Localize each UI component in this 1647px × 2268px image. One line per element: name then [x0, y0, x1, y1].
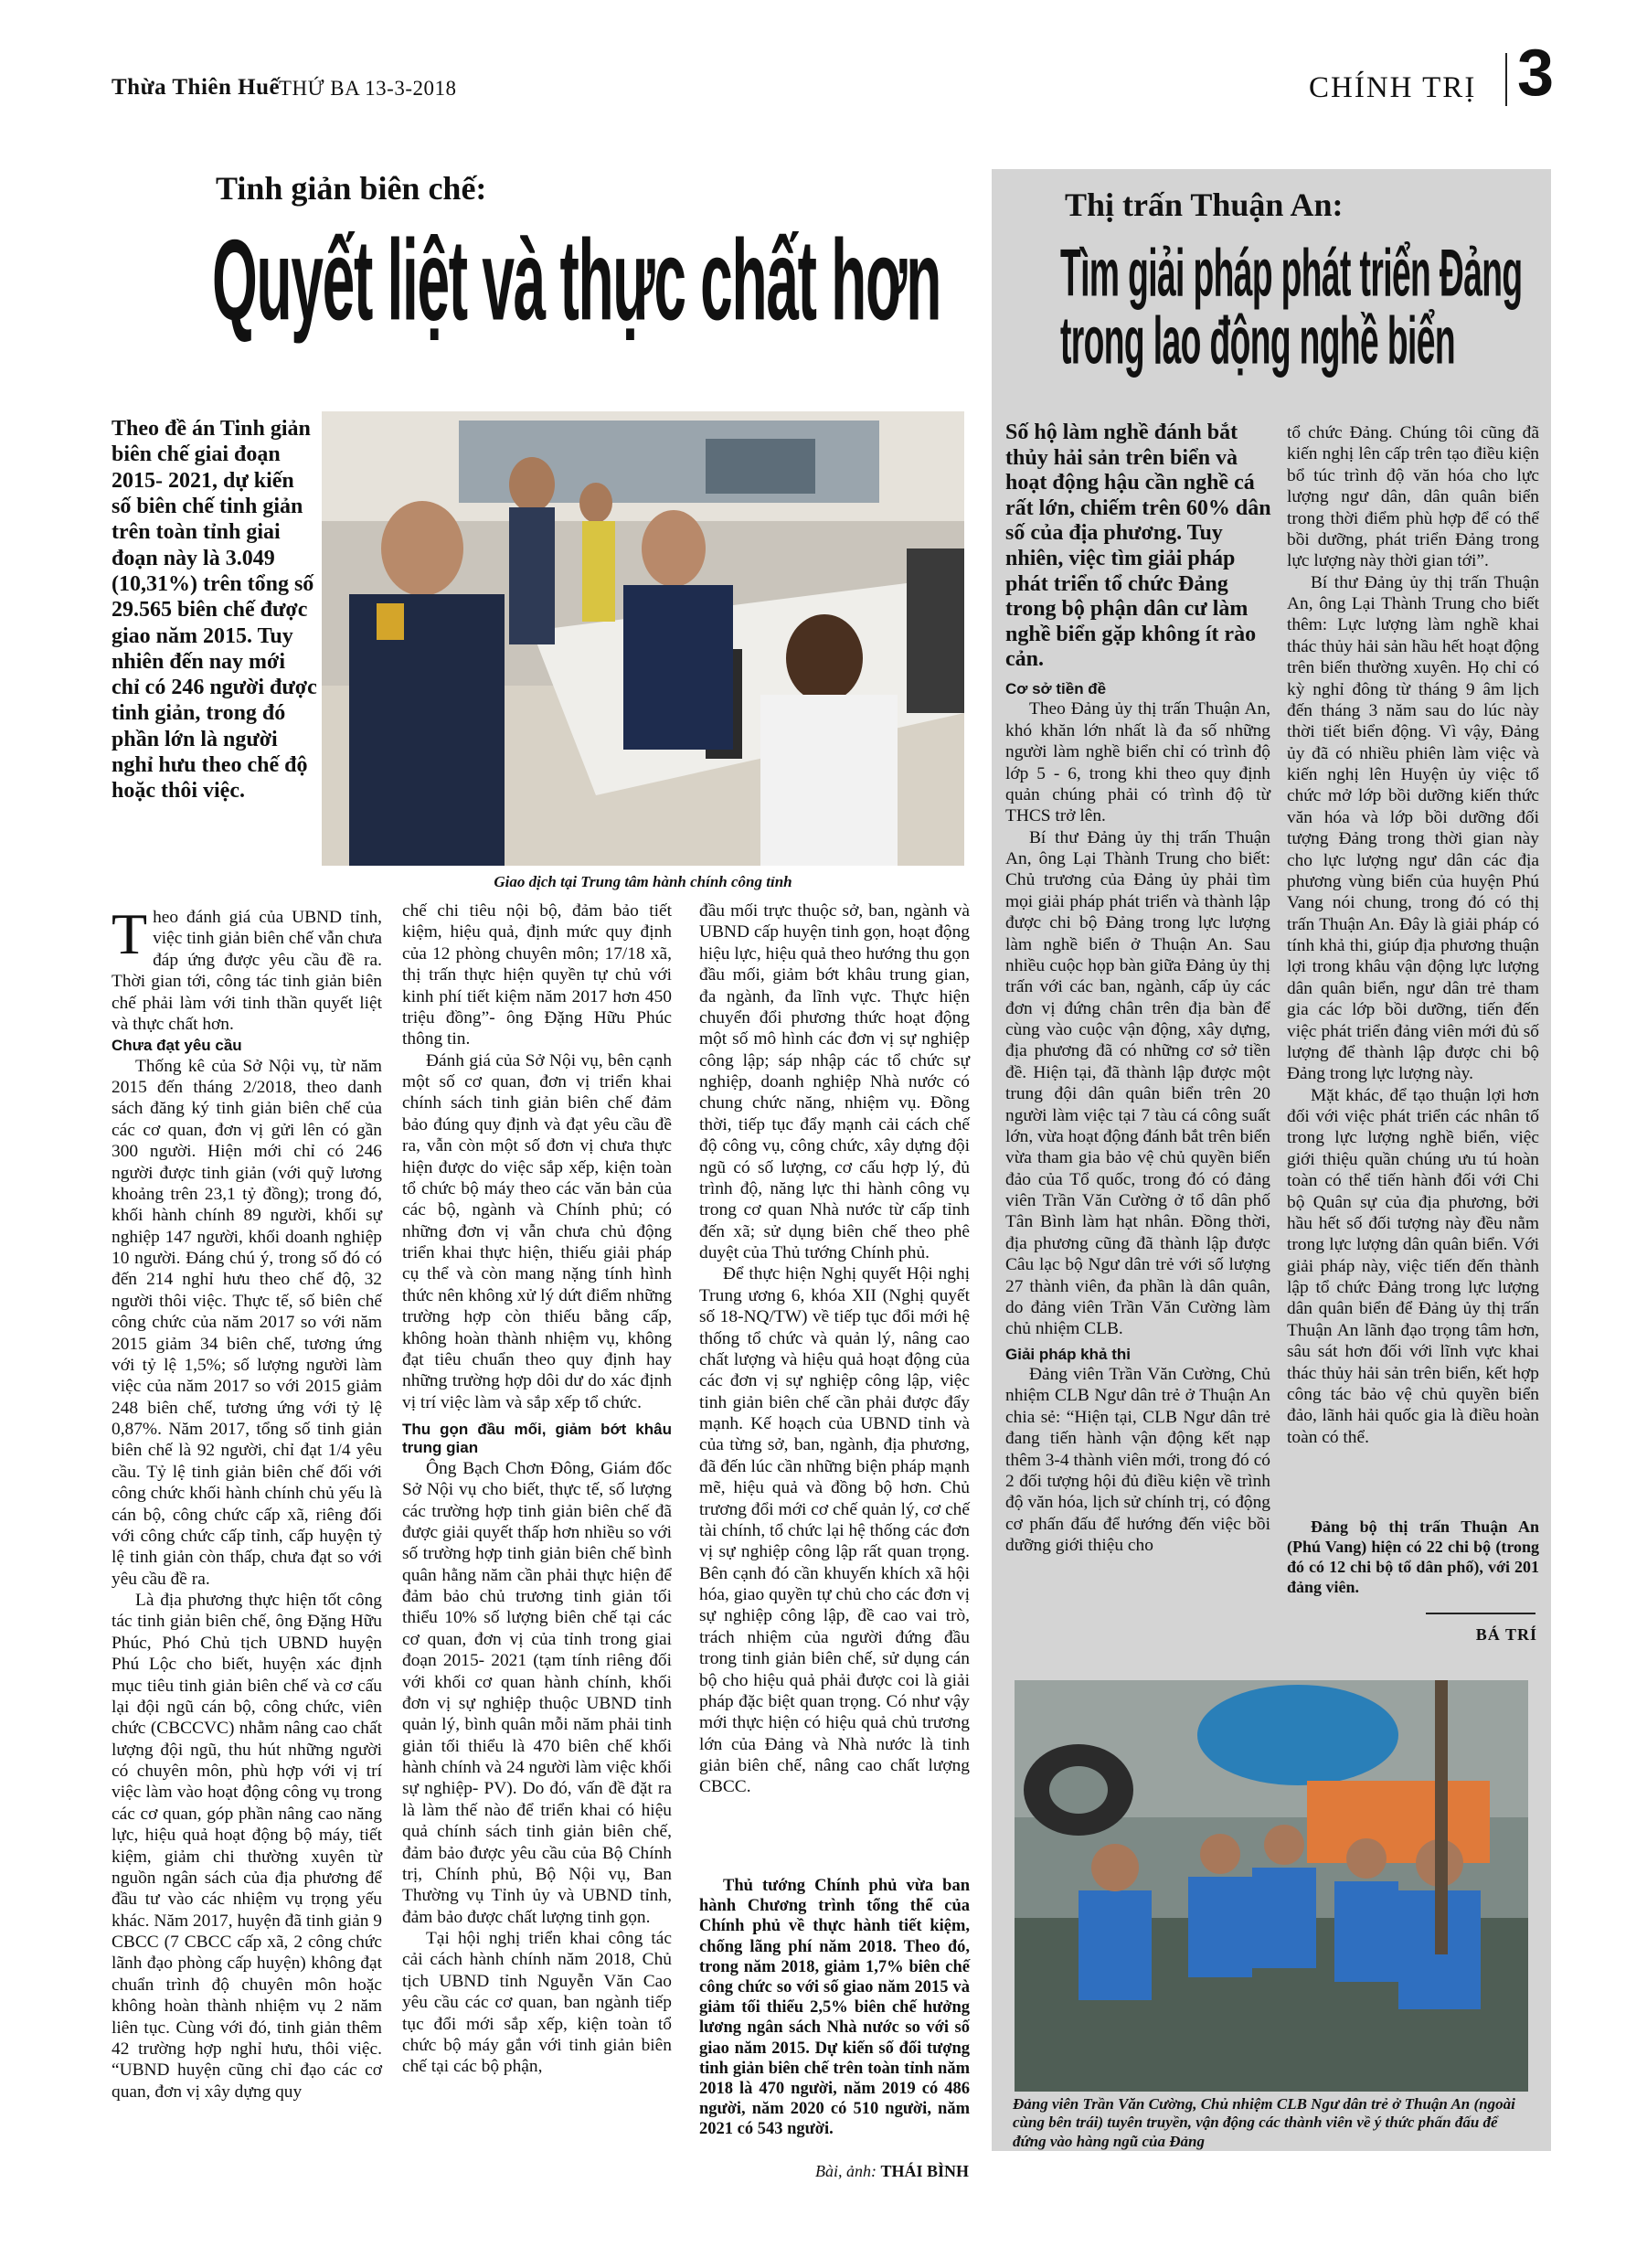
drop-cap: T [112, 901, 148, 966]
right-paragraph: Mặt khác, để tạo thuận lợi hơn đối với việc phát triển các nhân tố trong lực lượng nghề biển, việc giới thiệu quần chúng ưu tú hoàn toàn có thể tiến hành đối với Chi bộ Quân sự của địa phương, bởi hầu hết số đối tượng này đều nằm trong lực lượng dân quân biển. Với giải pháp này, việc tiến đến thành lập tổ chức Đảng trong lực lượng dân quân biển để Đảng ủy thị trấn Thuận An lãnh đạo trọng tâm hơn, sâu sát hơn đối với lĩnh vực khai thác thủy hải sản trên biển, kết hợp công tác bảo vệ chủ quyền biển đảo, lãnh hải quốc gia là điều hoàn toàn có thể. [1287, 1085, 1539, 1447]
right-article-lead: Số hộ làm nghề đánh bắt thủy hải sản trên biển và hoạt động hậu cần nghề cá rất lớn, chiếm trên 60% dân số của địa phương. Tuy nhiên, việc tìm giải pháp phát triển tổ chức Đảng trong bộ phận dân cư làm nghề biển gặp không ít rào cản. [1005, 421, 1271, 672]
right-article-kicker: Thị trấn Thuận An: [1065, 186, 1344, 223]
right-note-rule [1426, 1613, 1535, 1614]
left-article-sidenote: Thủ tướng Chính phủ vừa ban hành Chương trình tổng thể của Chính phủ về thực hành tiết kiệm, chống lãng phí năm 2018. Theo đó, trong năm 2018, giảm 1,7% biên chế công chức so với số giao năm 2015 và giảm tối thiểu 2,5% biên chế hưởng lương ngân sách Nhà nước so với số giao năm 2015. Dự kiến số đối tượng tinh giản biên chế trên toàn tỉnh năm 2018 là 470 người, năm 2019 có 486 người, năm 2020 có 510 người, năm 2021 có 543 người. [699, 1877, 970, 2139]
left-article-column-2 [402, 900, 672, 2078]
byline-prefix: Bài, ảnh: [814, 2162, 877, 2180]
right-article-byline: BÁ TRÍ [1475, 1625, 1537, 1644]
fishermen-meeting-photo-illustration [1015, 1680, 1528, 2092]
right-paragraph: Bí thư Đảng ủy thị trấn Thuận An, ông Lại Thành Trung cho biết thêm: Lực lượng làm nghề khai thác thủy hải sản hầu hết hoạt động trên biển thường xuyên. Họ chỉ có kỳ nghỉ đông từ tháng 9 âm lịch đến tháng 3 năm sau do lúc này thời tiết biển động. Vì vậy, Đảng ủy đã có nhiều phiên làm việc và kiến nghị lên Huyện ủy việc tổ chức mở lớp bồi dưỡng kiến thức văn hóa và lớp bồi dưỡng đối tượng Đảng trong thời gian này cho lực lượng ngư dân các địa phương vùng biển của huyện Phú Vang nói chung, trong đó có thị trấn Thuận An. Đây là giải pháp có tính khả thi, giúp địa phương thuận lợi trong khâu vận động lực lượng dân quân biển, ngư dân trẻ tham gia các lớp bồi dưỡng, tiến đến việc phát triển đảng viên mới đủ số lượng để thành lập được chi bộ Đảng trong lực lượng này. [1287, 572, 1539, 1084]
left-paragraph: đầu mối trực thuộc sở, ban, ngành và UBND cấp huyện tinh gọn, hoạt động hiệu lực, hiệu quả theo hướng thu gọn đầu mối, giảm bớt khâu trung gian, đa ngành, đa lĩnh vực. Thực hiện chuyển đổi phương thức hoạt động một số mô hình các đơn vị sự nghiệp công lập; sáp nhập các tổ chức sự nghiệp, doanh nghiệp Nhà nước có chung chức năng, nhiệm vụ. Đồng thời, tiếp tục đẩy mạnh cải cách chế độ công vụ, công chức, xây dựng đội ngũ có số lượng, cơ cấu hợp lý, đủ trình độ, năng lực thi hành công vụ trong cơ quan Nhà nước từ cấp tỉnh đến xã; sử dụng biên chế theo phê duyệt của Thủ tướng Chính phủ. [699, 901, 970, 1262]
masthead-section: CHÍNH TRỊ [1309, 71, 1477, 104]
left-article-intro: heo đánh giá của UBND tỉnh, việc tinh giản biên chế vẫn chưa đáp ứng được yêu cầu đề ra. Thời gian tới, công tác tinh giản biên chế phải làm với tinh thần quyết liệt và thực chất hơn. [112, 908, 382, 1034]
right-paragraph: Bí thư Đảng ủy thị trấn Thuận An, ông Lại Thành Trung cho biết: Chủ trương của Đảng ủy phải tìm mọi giải pháp phát triển và thành lập được chi bộ Đảng trong lực lượng làm nghề biển ở Thuận An. Sau nhiều cuộc họp bàn giữa Đảng ủy thị trấn với các ban, ngành, cấp ủy các đơn vị đứng chân trên địa bàn để cùng vào cuộc vận động, xây dựng, địa phương đã có những cơ sở tiền đề. Hiện tại, đã thành lập được một trung đội dân quân biển trên 20 người làm việc tại 7 tàu cá công suất lớn, vừa hoạt động đánh bắt trên biển vừa tham gia bảo vệ chủ quyền biển đảo của Tổ quốc, trong đó có đảng viên Trần Văn Cường ở tổ dân phố Tân Bình làm hạt nhân. Đồng thời, địa phương cũng đã thành lập được Câu lạc bộ Ngư dân trẻ với số lượng 27 thành viên, đa phần là dân quân, do đảng viên Trần Văn Cường làm chủ nhiệm CLB. [1005, 827, 1271, 1339]
right-article-headline [1060, 236, 1523, 379]
right-subheading-1: Cơ sở tiền đề [1005, 680, 1107, 697]
right-photo-caption: Đảng viên Trần Văn Cường, Chủ nhiệm CLB Ngư dân trẻ ở Thuận An (ngoài cùng bên trái) tuyên truyền, vận động các thành viên về ý thức phấn đấu để đứng vào hàng ngũ của Đảng [1013, 2095, 1515, 2150]
left-article-column-3 [699, 900, 970, 1798]
left-subheading-2: Thu gọn đầu mối, giảm bớt khâu trung gian [402, 1421, 672, 1457]
right-article-sidenote: Đảng bộ thị trấn Thuận An (Phú Vang) hiện có 22 chi bộ (trong đó có 12 chi bộ tổ dân phố), với 201 đảng viên. [1287, 1517, 1539, 1596]
fishermen-meeting-photo [1015, 1680, 1528, 2092]
left-article-byline [786, 2162, 969, 2181]
left-paragraph: Đánh giá của Sở Nội vụ, bên cạnh một số cơ quan, đơn vị triển khai chính sách tinh giản biên chế đảm bảo đúng quy định và đạt yêu cầu đề ra, vẫn còn một số đơn vị chưa thực hiện được do việc sắp xếp, kiện toàn tổ chức bộ máy theo các văn bản của các bộ, ngành và Chính phủ; có những đơn vị vẫn chưa chủ động triển khai thực hiện, thiếu giải pháp cụ thể và còn mang nặng tính hình thức nên không xử lý dứt điểm những trường hợp còn thiếu bằng cấp, không hoàn thành nhiệm vụ, không đạt tiêu chuẩn theo quy định hay những trường hợp dôi dư do xác định vị trí việc làm và sắp xếp tổ chức. [402, 1050, 672, 1412]
masthead-date: THỨ BA 13-3-2018 [279, 77, 457, 100]
masthead-separator [1505, 53, 1507, 106]
right-headline-line-2: trong lao động nghề biển [1060, 304, 1455, 379]
right-paragraph: tổ chức Đảng. Chúng tôi cũng đã kiến nghị lên cấp trên tạo điều kiện bổ túc trình độ văn hóa cho lực lượng ngư dân, dân quân biển trong thời điểm phù hợp để có thể bồi dưỡng, phát triển Đảng trong lực lượng này thời gian tới”. [1287, 423, 1539, 571]
left-paragraph: Là địa phương thực hiện tốt công tác tinh giản biên chế, ông Đặng Hữu Phúc, Phó Chủ tịch UBND huyện Phú Lộc cho biết, huyện xác định mục tiêu tinh giản biên chế và cơ cấu lại đội ngũ cán bộ, công chức, viên chức (CBCCVC) nhằm nâng cao chất lượng đội ngũ, thu hút những người có chuyên môn, phù hợp với vị trí việc làm vào hoạt động công vụ trong các cơ quan, góp phần nâng cao năng lực, hiệu quả hoạt động bộ máy, tiết kiệm, giảm chi thường xuyên từ nguồn ngân sách của địa phương để đầu tư vào các nhiệm vụ trọng yếu khác. Năm 2017, huyện đã tinh giản 9 CBCC (7 CBCC cấp xã, 2 công chức lãnh đạo phòng cấp huyện) không đạt chuẩn trình độ chuyên môn hoặc không hoàn thành nhiệm vụ 2 năm liên tục. Cùng với đó, tinh giản thêm 42 trường hợp nghỉ hưu, thôi việc. “UBND huyện cũng chỉ đạo các cơ quan, đơn vị xây dựng quy [112, 1591, 382, 2102]
left-paragraph: Ông Bạch Chơn Đông, Giám đốc Sở Nội vụ cho biết, thực tế, số lượng các trường hợp tinh giản biên chế đã được giải quyết thấp hơn nhiều so với số trường hợp tinh giản biên chế bình quân hằng năm cần phải thực hiện để đảm bảo chủ trương tinh giản tối thiểu 10% số lượng biên chế tại các cơ quan, đơn vị của tỉnh trong giai đoạn 2015- 2021 (tạm tính riêng đối với khối cơ quan hành chính, khối đơn vị sự nghiệp thuộc UBND tỉnh quản lý, bình quân mỗi năm phải tinh giản tối thiểu là 470 biên chế khối hành chính và 24 người làm việc khối sự nghiệp- PV). Do đó, vấn đề đặt ra là làm thế nào để triển khai có hiệu quả chính sách tinh giản biên chế, đảm bảo được yêu cầu của Bộ Chính trị, Chính phủ, Bộ Nội vụ, Ban Thường vụ Tỉnh ủy và UBND tỉnh, đảm bảo được chất lượng tinh gọn. [402, 1458, 672, 1927]
right-paragraph: Theo Đảng ủy thị trấn Thuận An, khó khăn lớn nhất là đa số những người làm nghề biển chỉ có trình độ lớp 5 - 6, trong khi theo quy định quản chúng phải có trình độ từ THCS trở lên. [1005, 699, 1270, 826]
left-article-headline: Quyết liệt và thực chất hơn [212, 216, 941, 345]
right-paragraph: Đảng viên Trần Văn Cường, Chủ nhiệm CLB Ngư dân trẻ ở Thuận An chia sẻ: “Hiện tại, CLB Ngư dân trẻ đang tiến hành vận động kết nạp thêm 3-4 thành viên mới, trong đó có 2 đối tượng hội đủ điều kiện về trình độ văn hóa, lịch sử chính trị, có động cơ phấn đấu để hướng đến việc bồi dưỡng giới thiệu cho [1005, 1365, 1270, 1556]
page-number: 3 [1517, 37, 1555, 110]
left-photo-caption: Giao dịch tại Trung tâm hành chính công tỉnh [494, 873, 792, 890]
left-paragraph: Để thực hiện Nghị quyết Hội nghị Trung ương 6, khóa XII (Nghị quyết số 18-NQ/TW) về tiếp tục đổi mới hệ thống tổ chức và quản lý, nâng cao chất lượng và hiệu quả hoạt động của các đơn vị sự nghiệp công lập, việc tinh giản biên chế cần phải được đẩy mạnh. Kế hoạch của UBND tỉnh và của từng sở, ban, ngành, địa phương, đã đến lúc cần những biện pháp mạnh mẽ, hiệu quả và đồng bộ hơn. Chủ trương đổi mới cơ chế quản lý, cơ chế tài chính, tổ chức lại hệ thống các đơn vị sự nghiệp công lập rất quan trọng. Bên cạnh đó cần khuyến khích xã hội hóa, giao quyền tự chủ cho các đơn vị sự nghiệp công lập, đề cao vai trò, trách nhiệm của người đứng đầu trong tinh giản biên chế, sử dụng cán bộ cho hiệu quả phải được coi là giải pháp đặc biệt quan trọng. Có như vậy mới thực hiện có hiệu quả chủ trương lớn của Đảng và Nhà nước là tinh giản biên chế, nâng cao chất lượng CBCC. [699, 1264, 970, 1797]
byline-author: THÁI BÌNH [880, 2162, 969, 2180]
masthead-paper-name: Thừa Thiên Huế [112, 75, 281, 100]
left-article-column-1 [112, 901, 382, 2103]
left-article-kicker: Tinh giản biên chế: [216, 170, 487, 207]
office-transaction-photo-illustration [322, 411, 964, 866]
left-article-intro-paragraph [112, 901, 382, 1035]
right-subheading-2: Giải pháp khả thi [1005, 1345, 1131, 1363]
left-paragraph: chế chi tiêu nội bộ, đảm bảo tiết kiệm, hiệu quả, định mức quy định của 12 phòng chuyên môn; 17/18 xã, thị trấn thực hiện quyền tự chủ với kinh phí tiết kiệm năm 2017 hơn 450 triệu đồng”- ông Đặng Hữu Phúc thông tin. [402, 901, 672, 1049]
left-paragraph: Thống kê của Sở Nội vụ, từ năm 2015 đến tháng 2/2018, theo danh sách đăng ký tinh giản biên chế của các cơ quan, đơn vị gửi lên có gần 300 người. Hiện mới chỉ có 246 người được tinh giản (với quỹ lương khoảng trên 23,1 tỷ đồng); trong đó, khối hành chính 89 người, khối sự nghiệp 147 người, khối doanh nghiệp 10 người. Đáng chú ý, trong số đó có đến 214 nghỉ hưu theo chế độ, 32 người thôi việc. Thực tế, số biên chế công chức của năm 2017 so với năm 2015 giảm 34 biên chế, tương ứng với tỷ lệ 1,5%; số lượng người làm việc của năm 2017 so với 2015 giảm 248 biên chế, tương ứng với tỷ lệ 0,87%. Năm 2017, tổng số tinh giản biên chế là 92 người, chỉ đạt 1/4 yêu cầu. Tỷ lệ tinh giản biên chế đối với công chức khối hành chính chủ yếu là cán bộ, công chức cấp xã, riêng đối với công chức cấp tỉnh, cấp huyện tỷ lệ tinh giản còn thấp, chưa đạt so với yêu cầu đề ra. [112, 1056, 382, 1589]
right-article-column-2 [1287, 422, 1539, 1448]
left-paragraph: Tại hội nghị triển khai công tác cải cách hành chính năm 2018, Chủ tịch UBND tỉnh Nguyễn Văn Cao yêu cầu các cơ quan, ban ngành tiếp tục đổi mới sắp xếp, kiện toàn tổ chức bộ máy gắn với tinh giản biên chế tại các bộ phận, [402, 1929, 672, 2077]
left-article-lead: Theo đề án Tinh giản biên chế giai đoạn 2015- 2021, dự kiến số biên chế tinh giản trên toàn tỉnh giai đoạn này là 3.049 (10,31%) trên tổng số 29.565 biên chế được giao năm 2015. Tuy nhiên đến nay mới chỉ có 246 người được tinh giản, trong đó phần lớn là người nghỉ hưu theo chế độ hoặc thôi việc. [112, 417, 317, 804]
right-headline-line-1: Tìm giải pháp phát triển Đảng [1060, 236, 1523, 311]
right-article-column-1 [1005, 678, 1270, 1556]
office-transaction-photo [322, 411, 964, 866]
left-subheading-1: Chưa đạt yêu cầu [112, 1037, 242, 1055]
